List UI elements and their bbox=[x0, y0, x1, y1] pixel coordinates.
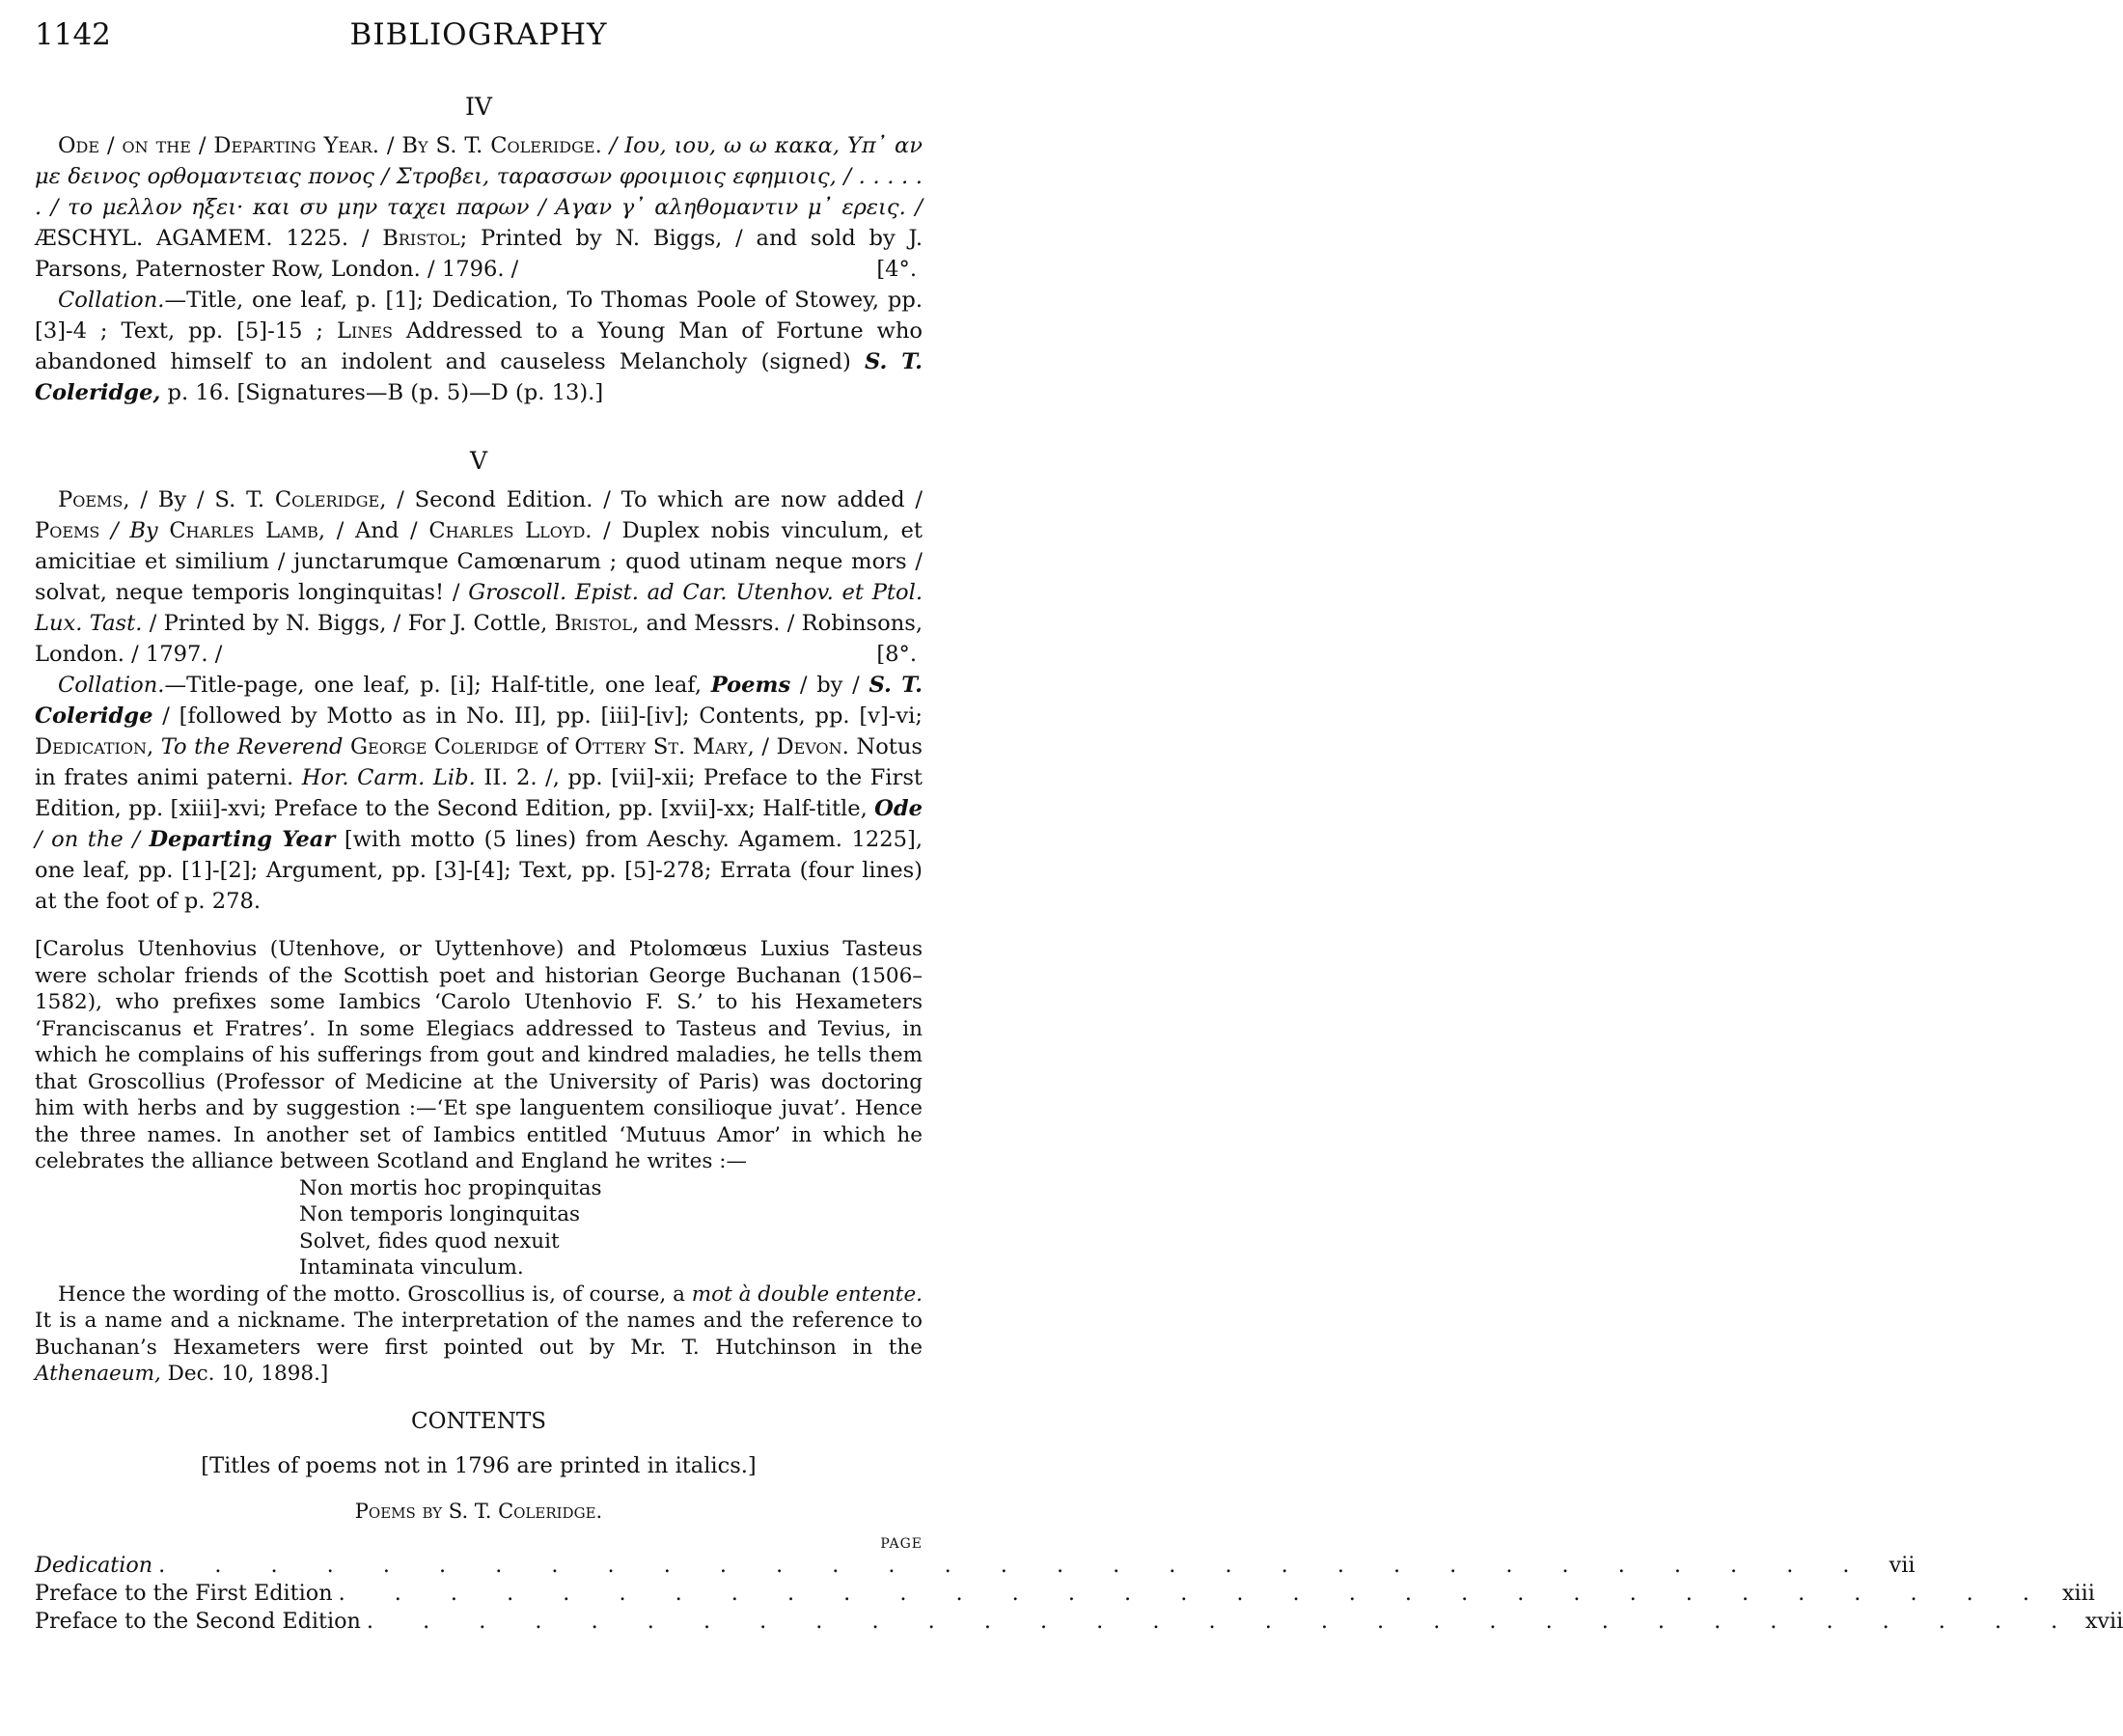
v-t7: Charles Lamb, bbox=[169, 518, 326, 543]
editorial-note: [Carolus Utenhovius (Utenhove, or Uyttenhove) and Ptolomœus Luxius Tasteus were scholar friends of the Scottish poet and historian George Buchanan (1506–1582), who prefixes some Iambics ‘Carolo Utenhovio F. S.’ to his Hexameters ‘Franciscanus et Fratres’. In some Elegiacs addressed to Tasteus and Tevius, in which he complains of his sufferings from gout and kindred maladies, he tells them that Groscollius (Professor of Medicine at the University of Paris) was doctoring him with herbs and by suggestion :—‘Et spe languentem consilioque juvat’. Hence the three names. In another set of Iambics entitled ‘Mutuus Amor’ in which he celebrates the alliance between Scotland and England he writes :— bbox=[35, 937, 923, 1173]
v-c12: Hor. Carm. Lib. bbox=[301, 765, 476, 790]
toc-entry bbox=[35, 1580, 2095, 1608]
verse-line: Non mortis hoc propinquitas bbox=[299, 1175, 602, 1200]
v-c10: Ottery St. Mary, / Devon. bbox=[574, 734, 849, 759]
v-c5: / [followed by Motto as in No. II], pp. [iii]-[iv]; Contents, pp. [v]-vi; bbox=[162, 703, 923, 729]
iv-collation-label: Collation. bbox=[58, 288, 165, 313]
contents-note: [Titles of poems not in 1796 are printed in italics.] bbox=[201, 1452, 757, 1478]
toc-entry-title: Preface to the First Edition bbox=[35, 1580, 333, 1606]
v-c8: George Coleridge bbox=[350, 734, 539, 759]
editorial-note-conclusion bbox=[35, 1281, 923, 1388]
toc-list bbox=[35, 1552, 2123, 1636]
v-c17: [with motto (5 lines) from Aeschy. Agamem. 1225], one leaf, pp. [1]-[2]; Argument, pp. [3]-[4]; Text, pp. [5]-278; Errata (four lines) at the foot of p. 278. bbox=[35, 827, 923, 914]
iv-greek-motto: / Ιου, ιου, ω ω κακα, Υπ᾽ αν με δεινος ορθομαντειας πονος / Στροβει, ταρασσων φροιμιοις εφημιοις, / . . . . . . / το μελλον ηξει· και συ μην ταχει παρων / Αγαν γ᾽ αληθομαντιν μ᾽ ερεις. / bbox=[35, 133, 923, 220]
section-v-collation bbox=[35, 670, 923, 917]
v-c16: Departing Year bbox=[149, 827, 336, 852]
toc-entry-title: Dedication bbox=[35, 1552, 153, 1578]
iv-collation-2: Addressed to a Young Man of Fortune who abandoned himself to an indolent and causeless Melancholy (signed) bbox=[35, 318, 923, 374]
toc-entry bbox=[35, 1552, 1916, 1580]
toc-leader-dots: . . . . . . . . . . . . . . . . . . . . . . . . . . . . . . . bbox=[366, 1608, 2080, 1634]
v-t9: Charles Lloyd. bbox=[428, 518, 593, 543]
running-title: BIBLIOGRAPHY bbox=[349, 17, 608, 52]
iv-format: [4°. bbox=[876, 257, 917, 282]
v-collation-label: Collation. bbox=[58, 673, 165, 698]
v-c15: / on the / bbox=[35, 827, 140, 852]
toc-entry-page: xvii bbox=[2084, 1608, 2123, 1634]
iv-imprint-1: ÆSCHYL. AGAMEM. 1225. / bbox=[35, 226, 370, 251]
iv-collation-1: —Title, one leaf, p. [1]; Dedication, To Thomas Poole of Stowey, pp. [3]-4 ; Text, pp. [5]-15 ; bbox=[35, 288, 923, 344]
toc-leader-dots: . . . . . . . . . . . . . . . . . . . . . . . . . . . . . . . bbox=[158, 1552, 1871, 1578]
v-t4: / Second Edition. / To which are now added / bbox=[397, 487, 923, 512]
note-p2e: Dec. 10, 1898.] bbox=[167, 1362, 329, 1386]
toc-entry-page: vii bbox=[1889, 1552, 1916, 1578]
v-c7: To the Reverend bbox=[160, 734, 344, 759]
v-c4: S. T. Coleridge bbox=[35, 673, 923, 729]
page-column-header: PAGE bbox=[880, 1535, 923, 1552]
section-v-number: V bbox=[469, 447, 488, 475]
iv-imprint-city: Bristol bbox=[382, 226, 460, 251]
v-c6: Dedication, bbox=[35, 734, 154, 759]
v-c13: II. 2. /, pp. [vii]-xii; Preface to the First Edition, pp. [xiii]-xvi; Preface to the Second Edition, pp. [xvii]-xx; Half-title, bbox=[35, 765, 924, 821]
v-t8: / And / bbox=[336, 518, 418, 543]
iv-imprint-2: ; Printed by N. Biggs, / and sold by J. Parsons, Paternoster Row, London. / 1796. / bbox=[35, 226, 924, 282]
v-t5: Poems bbox=[35, 518, 100, 543]
v-t3: Coleridge, bbox=[274, 487, 387, 512]
v-c14: Ode bbox=[874, 796, 923, 821]
v-t2: / By / S. T. bbox=[140, 487, 265, 512]
v-t14: and Messrs. / Robinsons, London. / 1797. / bbox=[35, 611, 924, 667]
v-c9: of bbox=[545, 734, 567, 759]
note-p2b: mot à double entente. bbox=[691, 1281, 924, 1307]
section-iv-number: IV bbox=[465, 93, 492, 121]
note-p2a: Hence the wording of the motto. Groscollius is, of course, a bbox=[58, 1281, 685, 1307]
v-c3: / by / bbox=[799, 673, 860, 698]
section-iv-collation bbox=[35, 285, 923, 408]
toc-entry bbox=[35, 1608, 2123, 1636]
iv-collation-3: p. 16. [Signatures—B (p. 5)—D (p. 13).] bbox=[167, 380, 604, 405]
note-p2c: It is a name and a nickname. The interpretation of the names and the reference to Buchanan’s Hexameters were first pointed out by Mr. T. Hutchinson in the bbox=[35, 1309, 923, 1360]
v-t1: Poems, bbox=[58, 487, 130, 512]
v-format: [8°. bbox=[876, 642, 917, 667]
section-iv-title-entry bbox=[35, 130, 923, 285]
v-t11: Groscoll. Epist. ad Car. Utenhov. et Ptol. Lux. Tast. bbox=[35, 580, 924, 636]
verse-line: Intaminata vinculum. bbox=[299, 1255, 524, 1280]
verse-block bbox=[35, 1175, 923, 1281]
section-v-title-entry bbox=[35, 484, 923, 670]
note-p2d: Athenaeum, bbox=[35, 1362, 161, 1386]
iv-title: Ode / on the / Departing Year. / By S. T. Coleridge. bbox=[58, 133, 602, 158]
toc-entry-page: xiii bbox=[2061, 1580, 2095, 1606]
toc-entry-title: Preface to the Second Edition bbox=[35, 1608, 361, 1634]
page-header bbox=[35, 14, 923, 60]
v-c11: Notus in frates animi paterni. bbox=[35, 734, 924, 790]
v-t10: / Duplex nobis vinculum, et amicitiae et similium / junctarumque Camœnarum ; quod utinam neque mors / solvat, neque temporis longinquitas! / bbox=[35, 518, 923, 605]
v-t12: / Printed by N. Biggs, / For J. Cottle, bbox=[149, 611, 548, 636]
v-t13: Bristol, bbox=[554, 611, 640, 636]
verse-line: Solvet, fides quod nexuit bbox=[299, 1228, 560, 1254]
book-page bbox=[35, 14, 2123, 1636]
iv-signed-blackletter: S. T. Coleridge, bbox=[35, 349, 924, 405]
page-number: 1142 bbox=[35, 17, 111, 52]
v-t6: / By bbox=[111, 518, 158, 543]
contents-subtitle: Poems by S. T. Coleridge. bbox=[354, 1499, 603, 1523]
verse-line: Non temporis longinquitas bbox=[299, 1202, 581, 1226]
v-c1: —Title-page, one leaf, p. [i]; Half-title, one leaf, bbox=[164, 673, 703, 698]
toc-leader-dots: . . . . . . . . . . . . . . . . . . . . . . . . . . . . . . . bbox=[338, 1580, 2051, 1606]
contents-title: CONTENTS bbox=[411, 1408, 546, 1434]
v-c2: Poems bbox=[710, 673, 791, 698]
iv-lines: Lines bbox=[336, 318, 393, 344]
